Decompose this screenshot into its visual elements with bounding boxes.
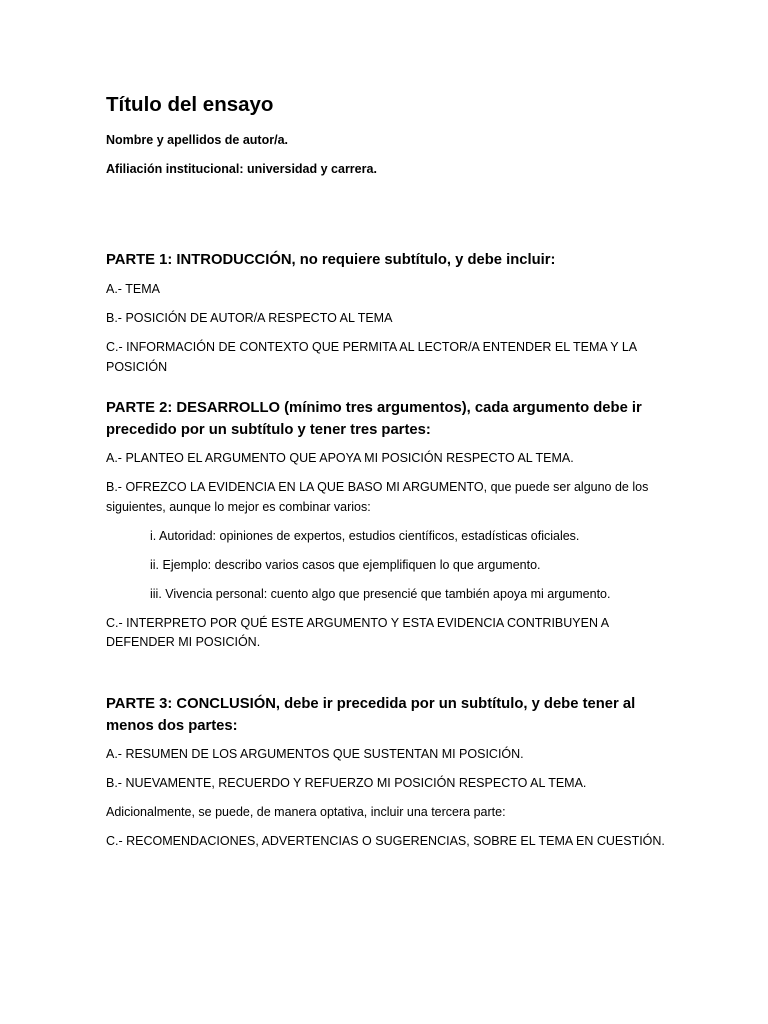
evidence-subitem: i. Autoridad: opiniones de expertos, estudios científicos, estadísticas oficiales. — [150, 528, 580, 543]
list-item: A.- RESUMEN DE LOS ARGUMENTOS QUE SUSTENTAN MI POSICIÓN. — [106, 747, 524, 761]
list-item: C.- INFORMACIÓN DE CONTEXTO QUE PERMITA AL LECTOR/A ENTENDER EL TEMA Y LA POSICIÓN — [106, 340, 637, 374]
optional-note: Adicionalmente, se puede, de manera optativa, incluir una tercera parte: — [106, 805, 506, 819]
section-part-2 — [106, 397, 666, 662]
evidence-subitem: ii. Ejemplo: describo varios casos que ejemplifiquen lo que argumento. — [150, 557, 541, 572]
list-item: B.- NUEVAMENTE, RECUERDO Y REFUERZO MI POSICIÓN RESPECTO AL TEMA. — [106, 776, 587, 790]
author-line: Nombre y apellidos de autor/a. — [106, 133, 288, 147]
list-item: C.- RECOMENDACIONES, ADVERTENCIAS O SUGERENCIAS, SOBRE EL TEMA EN CUESTIÓN. — [106, 834, 665, 848]
list-item: C.- INTERPRETO POR QUÉ ESTE ARGUMENTO Y ESTA EVIDENCIA CONTRIBUYEN A DEFENDER MI POSICIÓN. — [106, 615, 609, 649]
section-part-1 — [106, 249, 666, 387]
affiliation-line: Afiliación institucional: universidad y carrera. — [106, 162, 377, 176]
section-part-3 — [106, 693, 666, 861]
list-item: A.- PLANTEO EL ARGUMENTO QUE APOYA MI POSICIÓN RESPECTO AL TEMA. — [106, 451, 574, 465]
section-heading: PARTE 1: INTRODUCCIÓN, no requiere subtítulo, y debe incluir: — [106, 252, 556, 268]
document-title: Título del ensayo — [106, 93, 274, 116]
section-heading: PARTE 3: CONCLUSIÓN, debe ir precedida por un subtítulo, y debe tener al menos dos partes: — [106, 696, 636, 734]
list-item: B.- OFREZCO LA EVIDENCIA EN LA QUE BASO MI ARGUMENTO, que puede ser alguno de los siguientes, aunque lo mejor es combinar varios: — [106, 480, 649, 514]
list-item: A.- TEMA — [106, 282, 160, 296]
section-heading: PARTE 2: DESARROLLO (mínimo tres argumentos), cada argumento debe ir precedido por un subtítulo y tener tres partes: — [106, 400, 642, 438]
evidence-subitem: iii. Vivencia personal: cuento algo que presencié que también apoya mi argumento. — [150, 586, 611, 601]
list-item: B.- POSICIÓN DE AUTOR/A RESPECTO AL TEMA — [106, 311, 393, 325]
